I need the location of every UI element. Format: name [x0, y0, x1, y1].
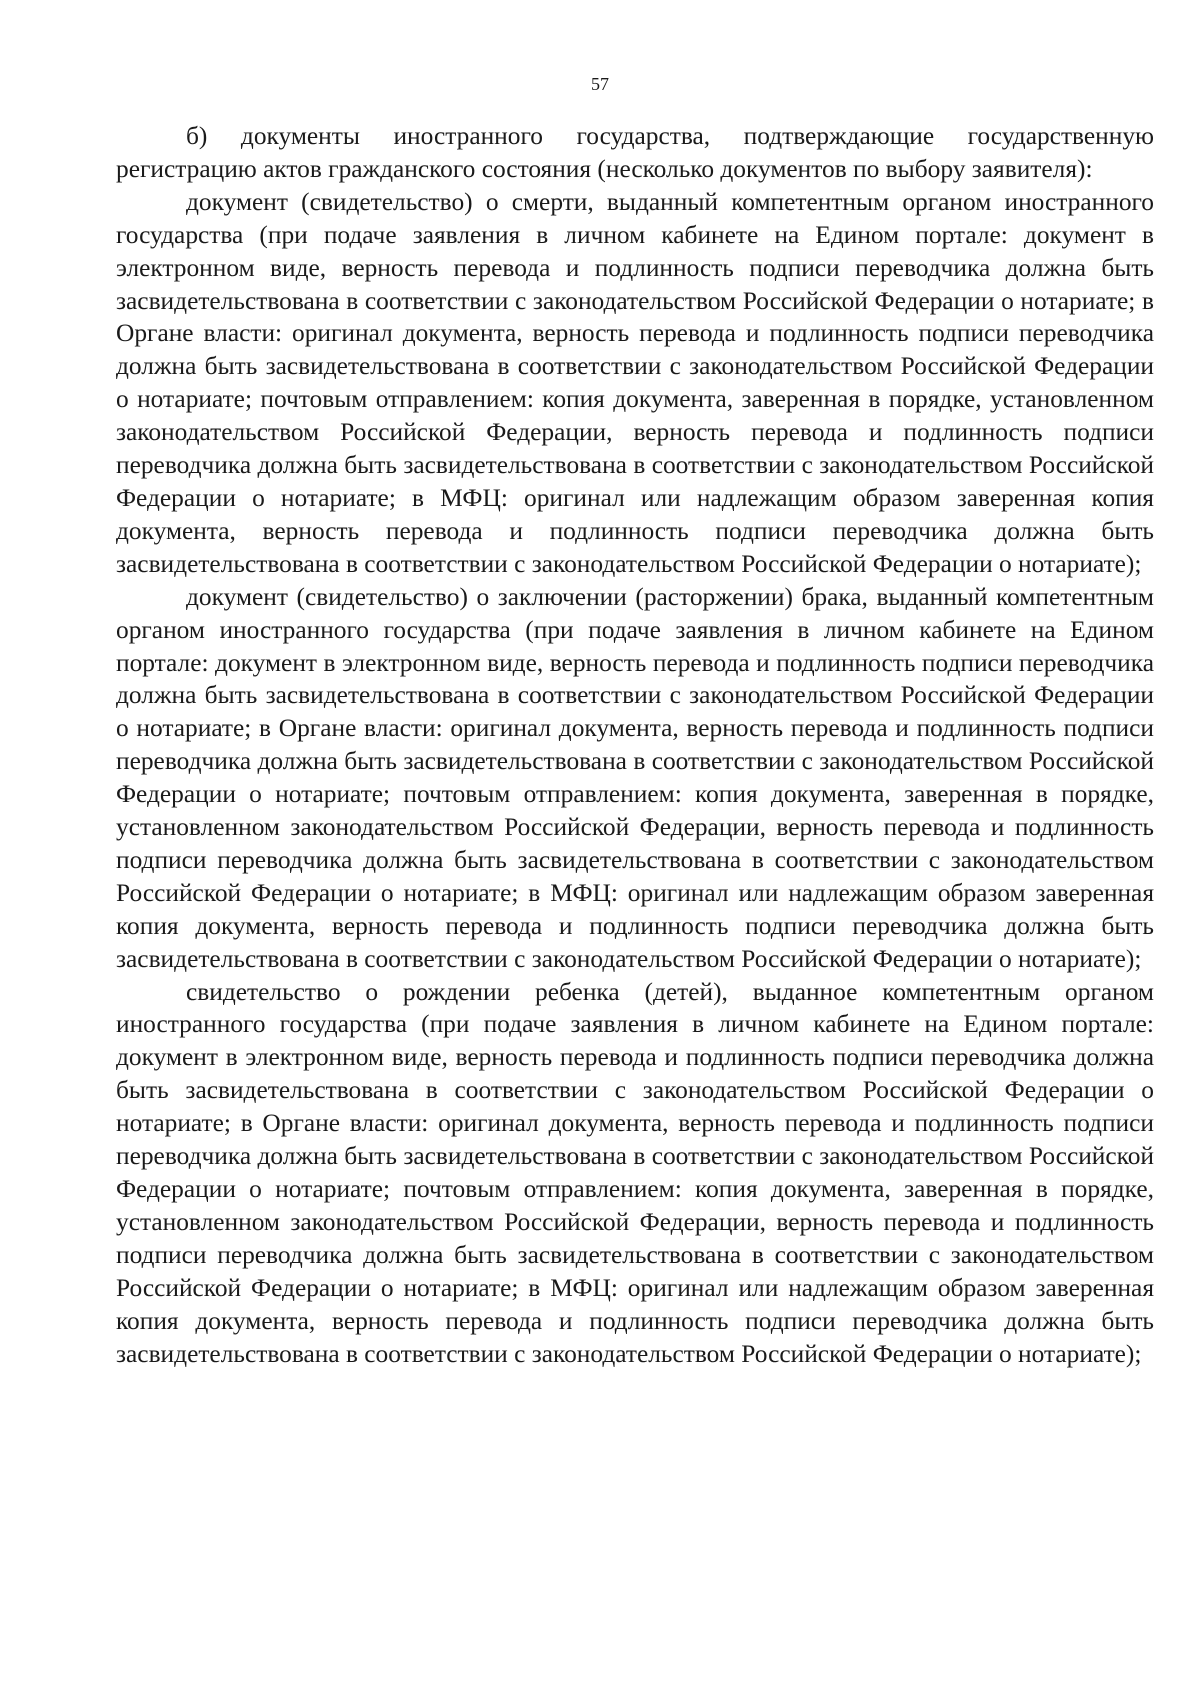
paragraph-death-certificate: документ (свидетельство) о смерти, выданный компетентным органом иностранного государства (при подаче заявления в личном кабинете на Едином портале: документ в электронном виде, верность перевода и подлинность подписи переводчика должна быть засвидетельствована в соответствии с законодательством Российской Федерации о нотариате; в Органе власти: оригинал документа, верность перевода и подлинность подписи переводчика должна быть засвидетельствована в соответствии с законодательством Российской Федерации о нотариате; почтовым отправлением: копия документа, заверенная в порядке, установленном законодательством Российской Федерации, верность перевода и подлинность подписи переводчика должна быть засвидетельствована в соответствии с законодательством Российской Федерации о нотариате; в МФЦ: оригинал или надлежащим образом заверенная копия документа, верность перевода и подлинность подписи переводчика должна быть засвидетельствована в соответствии с законодательством Российской Федерации о нотариате); — [116, 187, 1154, 578]
document-body — [116, 120, 1154, 1370]
paragraph-birth-certificate: свидетельство о рождении ребенка (детей), выданное компетентным органом иностранного государства (при подаче заявления в личном кабинете на Едином портале: документ в электронном виде, верность перевода и подлинность подписи переводчика должна быть засвидетельствована в соответствии с законодательством Российской Федерации о нотариате; в Органе власти: оригинал документа, верность перевода и подлинность подписи переводчика должна быть засвидетельствована в соответствии с законодательством Российской Федерации о нотариате; почтовым отправлением: копия документа, заверенная в порядке, установленном законодательством Российской Федерации, верность перевода и подлинность подписи переводчика должна быть засвидетельствована в соответствии с законодательством Российской Федерации о нотариате; в МФЦ: оригинал или надлежащим образом заверенная копия документа, верность перевода и подлинность подписи переводчика должна быть засвидетельствована в соответствии с законодательством Российской Федерации о нотариате); — [116, 977, 1154, 1368]
page-number: 57 — [591, 74, 609, 94]
paragraph-marriage-certificate: документ (свидетельство) о заключении (расторжении) брака, выданный компетентным органом иностранного государства (при подаче заявления в личном кабинете на Едином портале: документ в электронном виде, верность перевода и подлинность подписи переводчика должна быть засвидетельствована в соответствии с законодательством Российской Федерации о нотариате; в Органе власти: оригинал документа, верность перевода и подлинность подписи переводчика должна быть засвидетельствована в соответствии с законодательством Российской Федерации о нотариате; почтовым отправлением: копия документа, заверенная в порядке, установленном законодательством Российской Федерации, верность перевода и подлинность подписи переводчика должна быть засвидетельствована в соответствии с законодательством Российской Федерации о нотариате; в МФЦ: оригинал или надлежащим образом заверенная копия документа, верность перевода и подлинность подписи переводчика должна быть засвидетельствована в соответствии с законодательством Российской Федерации о нотариате); — [116, 582, 1154, 973]
paragraph-foreign-documents-intro: б) документы иностранного государства, подтверждающие государственную регистрацию актов гражданского состояния (несколько документов по выбору заявителя): — [116, 122, 1154, 183]
